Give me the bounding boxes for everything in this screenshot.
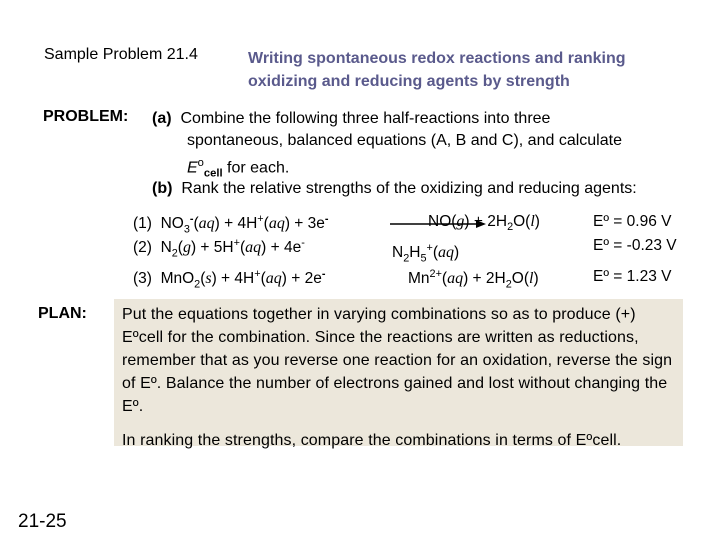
reaction-1-reactants: (1) $NO_3^-(aq) + 4H^+(aq) + 3e^-$ <box>133 213 329 236</box>
reaction-2-potential: Eº = -0.23 V <box>593 237 677 254</box>
problem-part-a <box>152 108 692 185</box>
plan-label: PLAN: <box>38 305 87 322</box>
reaction-2-reactants: (2) $N_2(g) + 5H^+(aq) + 4e^-$ <box>133 237 305 260</box>
part-b-text: Rank the relative strengths of the oxidizing and reducing agents: <box>181 180 637 197</box>
plan-paragraph-2: In ranking the strengths, compare the combinations in terms of Eºcell. <box>122 432 622 449</box>
part-a-text-line2: spontaneous, balanced equations (A, B and C), and calculate <box>187 132 622 149</box>
plan-box <box>114 299 683 449</box>
part-a-label: (a) <box>152 110 172 127</box>
part-a-text-line1: Combine the following three half-reactions into three <box>180 110 551 127</box>
reaction-1-potential: Eº = 0.96 V <box>593 213 672 230</box>
plan-paragraph-1: Put the equations together in varying combinations so as to produce (+) Eºcell for the combination. Since the reactions are written as reductions, remember that as you reverse one reaction for an oxidation, reverse the sign of Eº. Balance the number of electrons gained and lost without changing the Eº. <box>122 306 673 415</box>
sample-problem-label: Sample Problem 21.4 <box>44 46 198 63</box>
problem-label: PROBLEM: <box>43 108 129 125</box>
reaction-2-products: $N_2H_5^+(aq)$ <box>392 242 460 265</box>
reaction-1-products: $NO(g) + 2H_2O(l)$ <box>428 213 540 234</box>
problem-part-b <box>152 180 637 198</box>
problem-title: Writing spontaneous redox reactions and ranking oxidizing and reducing agents by strength <box>248 50 626 90</box>
reaction-3-products: $Mn^{2+}(aq) + 2H_2O(l)$ <box>408 268 539 291</box>
slide-number: 21-25 <box>18 511 67 532</box>
part-b-label: (b) <box>152 180 173 197</box>
part-a-text-line3: $E^o_{cell}$ for each. <box>187 157 290 180</box>
reaction-3-potential: Eº = 1.23 V <box>593 268 672 285</box>
reaction-3-reactants: (3) MnO$_2$(s) + 4H+(aq) + 2e- <box>133 268 326 291</box>
